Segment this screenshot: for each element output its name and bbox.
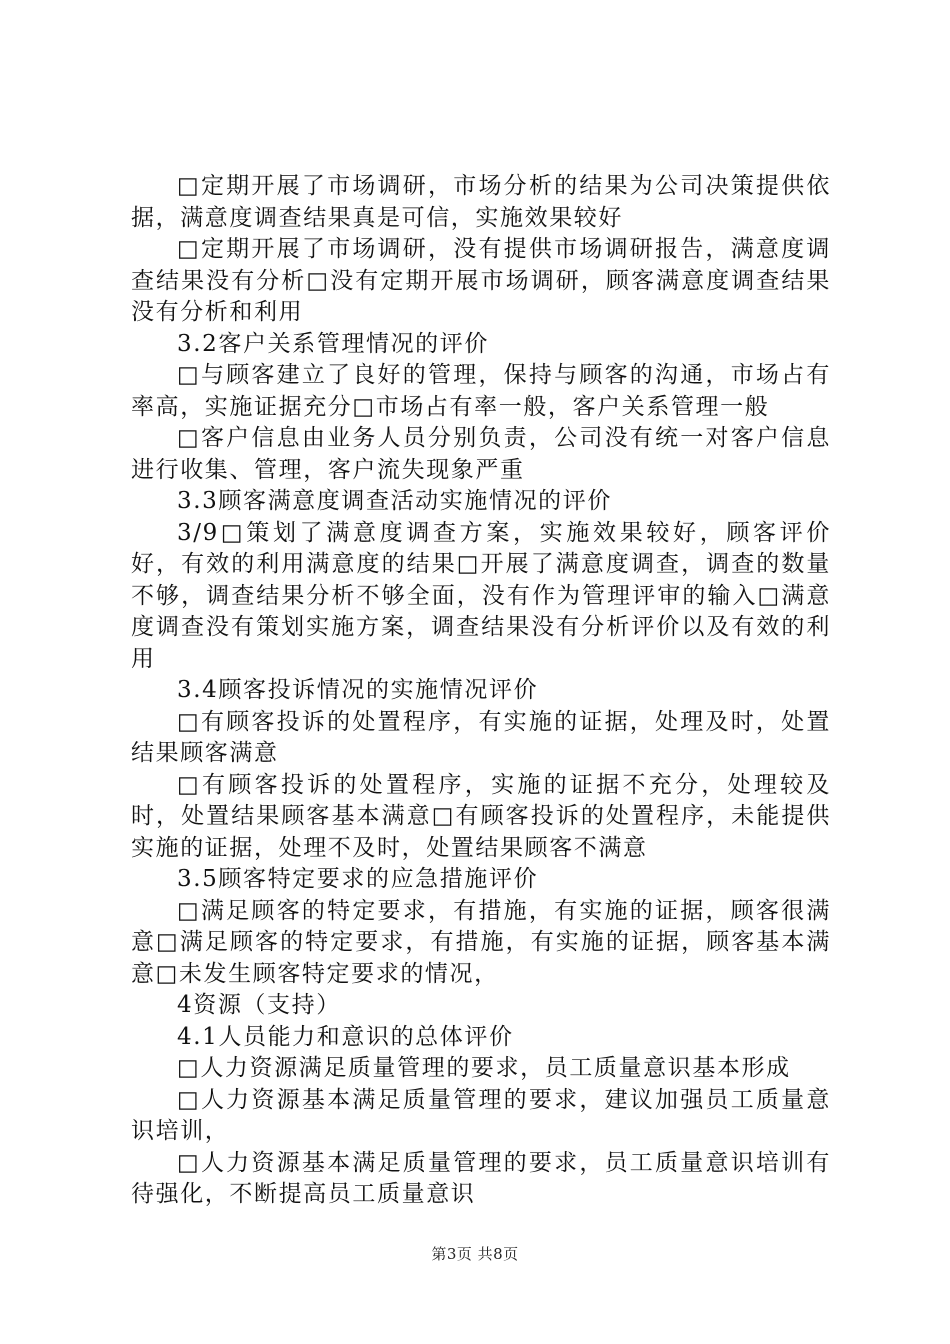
paragraph-hr-training-strengthen: □人力资源基本满足质量管理的要求，员工质量意识培训有待强化，不断提高员工质量意识	[131, 1149, 831, 1207]
paragraph-complaints-good: □有顾客投诉的处置程序，有实施的证据，处理及时，处置结果顾客满意	[131, 708, 831, 766]
paragraph-hr-good: □人力资源满足质量管理的要求，员工质量意识基本形成	[177, 1055, 791, 1081]
section-heading-3-5: 3.5顾客特定要求的应急措施评价	[177, 866, 539, 892]
page-number-footer: 第3页 共8页	[431, 1245, 519, 1263]
section-heading-3-4: 3.4顾客投诉情况的实施情况评价	[177, 677, 539, 703]
paragraph-customer-relations-good: □与顾客建立了良好的管理，保持与顾客的沟通，市场占有率高，实施证据充分□市场占有率一般，客户关系管理一般	[131, 362, 831, 420]
section-heading-3-2: 3.2客户关系管理情况的评价	[177, 330, 489, 357]
paragraph-complaints-partial: □有顾客投诉的处置程序，实施的证据不充分，处理较及时，处置结果顾客基本满意□有顾客投诉的处置程序，未能提供实施的证据，处理不及时，处置结果顾客不满意	[131, 771, 831, 861]
section-heading-4-1: 4.1人员能力和意识的总体评价	[177, 1023, 514, 1050]
document-body	[131, 171, 831, 1211]
paragraph-customer-info: □客户信息由业务人员分别负责，公司没有统一对客户信息进行收集、管理，客户流失现象严重	[131, 425, 831, 483]
paragraph-hr-training-suggested: □人力资源基本满足质量管理的要求，建议加强员工质量意识培训，	[131, 1086, 831, 1144]
section-heading-4: 4资源（支持）	[177, 992, 341, 1018]
paragraph-special-requirements: □满足顾客的特定要求，有措施，有实施的证据，顾客很满意□满足顾客的特定要求，有措施，有实施的证据，顾客基本满意□未发生顾客特定要求的情况，	[131, 897, 831, 987]
paragraph-market-research-partial: □定期开展了市场调研，没有提供市场调研报告，满意度调查结果没有分析□没有定期开展市场调研，顾客满意度调查结果没有分析和利用	[131, 236, 831, 325]
section-heading-3-3: 3.3顾客满意度调查活动实施情况的评价	[177, 488, 612, 514]
paragraph-market-research-good: □定期开展了市场调研，市场分析的结果为公司决策提供依据，满意度调查结果真是可信，实施效果较好	[131, 173, 831, 231]
paragraph-satisfaction-survey: 3/9□策划了满意度调查方案，实施效果较好，顾客评价好，有效的利用满意度的结果□开展了满意度调查，调查的数量不够，调查结果分析不够全面，没有作为管理评审的输入□满意度调查没有策划实施方案，调查结果没有分析评价以及有效的利用	[131, 519, 831, 672]
